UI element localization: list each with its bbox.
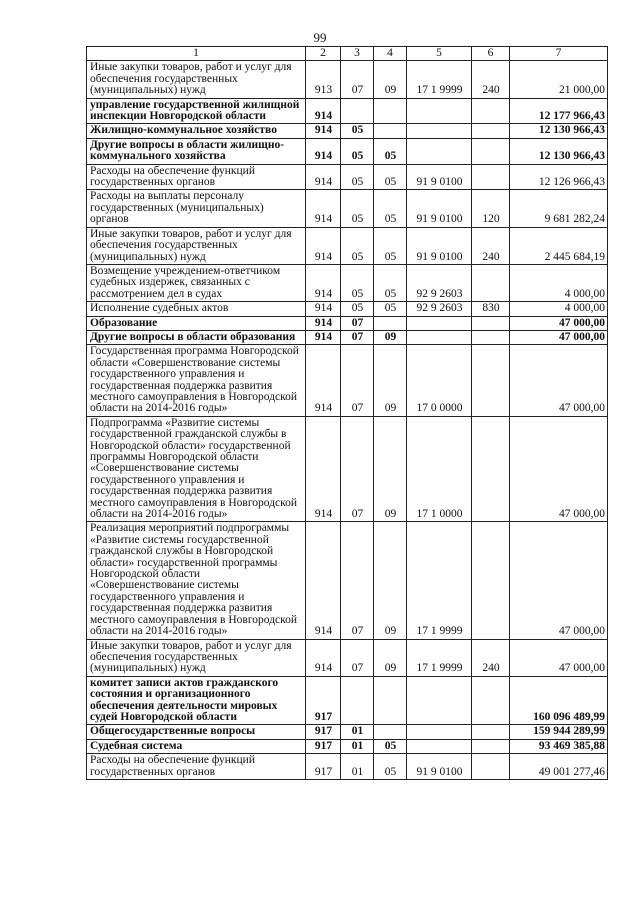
subsection-code-cell: 05 [374, 264, 407, 301]
expense-type-cell: 120 [472, 190, 510, 227]
table-row [87, 676, 608, 725]
target-article-cell [407, 739, 472, 753]
table-row [87, 61, 608, 98]
column-header: 7 [510, 47, 608, 61]
section-code-cell: 07 [341, 330, 374, 344]
subsection-code-cell [374, 316, 407, 330]
amount-cell: 93 469 385,88 [510, 739, 608, 753]
section-code-cell: 05 [341, 302, 374, 316]
section-code-cell: 07 [341, 522, 374, 639]
ministry-code-cell: 917 [306, 739, 341, 753]
ministry-code-cell: 914 [306, 227, 341, 264]
section-code-cell: 05 [341, 264, 374, 301]
target-article-cell [407, 98, 472, 124]
expense-type-cell [472, 164, 510, 190]
table-row [87, 522, 608, 639]
item-name-cell: Другие вопросы в области жилищно-коммунального хозяйства [87, 138, 306, 164]
target-article-cell: 17 1 0000 [407, 416, 472, 522]
table-row [87, 138, 608, 164]
target-article-cell [407, 676, 472, 725]
subsection-code-cell: 05 [374, 739, 407, 753]
table-row [87, 330, 608, 344]
section-code-cell [341, 98, 374, 124]
item-name-cell: комитет записи актов гражданского состояния и организационного обеспечения деятельности мировых судей Новгородской области [87, 676, 306, 725]
item-name-cell: Другие вопросы в области образования [87, 330, 306, 344]
subsection-code-cell: 05 [374, 302, 407, 316]
amount-cell: 47 000,00 [510, 330, 608, 344]
item-name-cell: Иные закупки товаров, работ и услуг для обеспечения государственных (муниципальных) нужд [87, 639, 306, 676]
section-code-cell [341, 676, 374, 725]
expense-type-cell: 240 [472, 227, 510, 264]
expense-type-cell [472, 330, 510, 344]
item-name-cell: Подпрограмма «Развитие системы государственной гражданской службы в Новгородской области» государственной программы Новгородской области «Совершенствование системы государственного управления и государственная поддержка развития местного самоуправления в Новгородской области на 2014-2016 годы» [87, 416, 306, 522]
expense-type-cell [472, 522, 510, 639]
ministry-code-cell: 914 [306, 98, 341, 124]
table-row [87, 316, 608, 330]
item-name-cell: Расходы на обеспечение функций государственных органов [87, 754, 306, 780]
table-row [87, 227, 608, 264]
column-header: 6 [472, 47, 510, 61]
subsection-code-cell: 09 [374, 61, 407, 98]
section-code-cell: 05 [341, 124, 374, 138]
expense-type-cell: 830 [472, 302, 510, 316]
subsection-code-cell: 05 [374, 227, 407, 264]
expense-type-cell: 240 [472, 639, 510, 676]
amount-cell: 49 001 277,46 [510, 754, 608, 780]
column-header: 3 [341, 47, 374, 61]
table-row [87, 345, 608, 416]
subsection-code-cell: 09 [374, 416, 407, 522]
target-article-cell: 91 9 0100 [407, 227, 472, 264]
expense-type-cell [472, 416, 510, 522]
target-article-cell: 17 1 9999 [407, 61, 472, 98]
column-header: 4 [374, 47, 407, 61]
table-row [87, 98, 608, 124]
section-code-cell: 05 [341, 164, 374, 190]
ministry-code-cell: 914 [306, 302, 341, 316]
target-article-cell: 91 9 0100 [407, 754, 472, 780]
section-code-cell: 01 [341, 754, 374, 780]
section-code-cell: 01 [341, 725, 374, 739]
table-row [87, 164, 608, 190]
target-article-cell [407, 330, 472, 344]
amount-cell: 47 000,00 [510, 316, 608, 330]
subsection-code-cell [374, 676, 407, 725]
expense-type-cell [472, 345, 510, 416]
expense-type-cell [472, 316, 510, 330]
ministry-code-cell: 914 [306, 190, 341, 227]
target-article-cell: 91 9 0100 [407, 164, 472, 190]
item-name-cell: Образование [87, 316, 306, 330]
subsection-code-cell [374, 725, 407, 739]
target-article-cell: 17 0 0000 [407, 345, 472, 416]
expense-type-cell [472, 676, 510, 725]
ministry-code-cell: 914 [306, 124, 341, 138]
ministry-code-cell: 914 [306, 138, 341, 164]
section-code-cell: 01 [341, 739, 374, 753]
section-code-cell: 07 [341, 316, 374, 330]
item-name-cell: Государственная программа Новгородской области «Совершенствование системы государственного управления и государственная поддержка развития местного самоуправления в Новгородской области на 2014-2016 годы» [87, 345, 306, 416]
item-name-cell: Жилищно-коммунальное хозяйство [87, 124, 306, 138]
expense-type-cell: 240 [472, 61, 510, 98]
item-name-cell: Расходы на выплаты персоналу государственных (муниципальных) органов [87, 190, 306, 227]
amount-cell: 4 000,00 [510, 302, 608, 316]
section-code-cell: 05 [341, 190, 374, 227]
amount-cell: 47 000,00 [510, 639, 608, 676]
subsection-code-cell [374, 124, 407, 138]
section-code-cell: 07 [341, 639, 374, 676]
item-name-cell: Исполнение судебных актов [87, 302, 306, 316]
column-header: 1 [87, 47, 306, 61]
subsection-code-cell: 05 [374, 754, 407, 780]
target-article-cell: 92 9 2603 [407, 264, 472, 301]
amount-cell: 47 000,00 [510, 416, 608, 522]
expense-type-cell [472, 264, 510, 301]
table-row [87, 639, 608, 676]
section-code-cell: 05 [341, 227, 374, 264]
item-name-cell: Возмещение учреждением-ответчиком судебных издержек, связанных с рассмотрением дел в судах [87, 264, 306, 301]
item-name-cell: Расходы на обеспечение функций государственных органов [87, 164, 306, 190]
table-header-row [87, 47, 608, 61]
ministry-code-cell: 917 [306, 725, 341, 739]
table-row [87, 725, 608, 739]
subsection-code-cell: 09 [374, 639, 407, 676]
target-article-cell [407, 124, 472, 138]
amount-cell: 12 177 966,43 [510, 98, 608, 124]
item-name-cell: Иные закупки товаров, работ и услуг для обеспечения государственных (муниципальных) нужд [87, 61, 306, 98]
section-code-cell: 07 [341, 61, 374, 98]
amount-cell: 47 000,00 [510, 522, 608, 639]
subsection-code-cell: 09 [374, 330, 407, 344]
table-row [87, 190, 608, 227]
item-name-cell: управление государственной жилищной инспекции Новгородской области [87, 98, 306, 124]
item-name-cell: Реализация мероприятий подпрограммы «Развитие системы государственной гражданской службы в Новгородской области» государственной программы Новгородской области «Совершенствование системы государственного управления и государственная поддержка развития местного самоуправления в Новгородской области на 2014-2016 годы» [87, 522, 306, 639]
target-article-cell: 17 1 9999 [407, 639, 472, 676]
expense-type-cell [472, 739, 510, 753]
amount-cell: 12 130 966,43 [510, 124, 608, 138]
subsection-code-cell: 09 [374, 522, 407, 639]
amount-cell: 21 000,00 [510, 61, 608, 98]
ministry-code-cell: 914 [306, 416, 341, 522]
ministry-code-cell: 913 [306, 61, 341, 98]
item-name-cell: Иные закупки товаров, работ и услуг для обеспечения государственных (муниципальных) нужд [87, 227, 306, 264]
target-article-cell [407, 138, 472, 164]
section-code-cell: 07 [341, 345, 374, 416]
target-article-cell [407, 316, 472, 330]
table-row [87, 754, 608, 780]
expense-type-cell [472, 124, 510, 138]
target-article-cell: 91 9 0100 [407, 190, 472, 227]
ministry-code-cell: 914 [306, 316, 341, 330]
amount-cell: 4 000,00 [510, 264, 608, 301]
amount-cell: 12 126 966,43 [510, 164, 608, 190]
ministry-code-cell: 914 [306, 522, 341, 639]
expense-type-cell [472, 98, 510, 124]
ministry-code-cell: 914 [306, 639, 341, 676]
subsection-code-cell: 05 [374, 190, 407, 227]
target-article-cell: 17 1 9999 [407, 522, 472, 639]
section-code-cell: 05 [341, 138, 374, 164]
table-row [87, 124, 608, 138]
item-name-cell: Общегосударственные вопросы [87, 725, 306, 739]
expense-type-cell [472, 725, 510, 739]
item-name-cell: Судебная система [87, 739, 306, 753]
subsection-code-cell: 05 [374, 164, 407, 190]
column-header: 2 [306, 47, 341, 61]
amount-cell: 2 445 684,19 [510, 227, 608, 264]
column-header: 5 [407, 47, 472, 61]
ministry-code-cell: 914 [306, 264, 341, 301]
table-row [87, 264, 608, 301]
ministry-code-cell: 917 [306, 754, 341, 780]
ministry-code-cell: 914 [306, 345, 341, 416]
table-row [87, 416, 608, 522]
amount-cell: 12 130 966,43 [510, 138, 608, 164]
amount-cell: 47 000,00 [510, 345, 608, 416]
ministry-code-cell: 914 [306, 330, 341, 344]
expense-type-cell [472, 754, 510, 780]
expense-type-cell [472, 138, 510, 164]
subsection-code-cell: 09 [374, 345, 407, 416]
subsection-code-cell: 05 [374, 138, 407, 164]
ministry-code-cell: 914 [306, 164, 341, 190]
budget-table [86, 46, 608, 780]
amount-cell: 159 944 289,99 [510, 725, 608, 739]
amount-cell: 160 096 489,99 [510, 676, 608, 725]
table-row [87, 302, 608, 316]
target-article-cell [407, 725, 472, 739]
subsection-code-cell [374, 98, 407, 124]
table-row [87, 739, 608, 753]
amount-cell: 9 681 282,24 [510, 190, 608, 227]
section-code-cell: 07 [341, 416, 374, 522]
target-article-cell: 92 9 2603 [407, 302, 472, 316]
ministry-code-cell: 917 [306, 676, 341, 725]
page-number: 99 [313, 30, 327, 45]
